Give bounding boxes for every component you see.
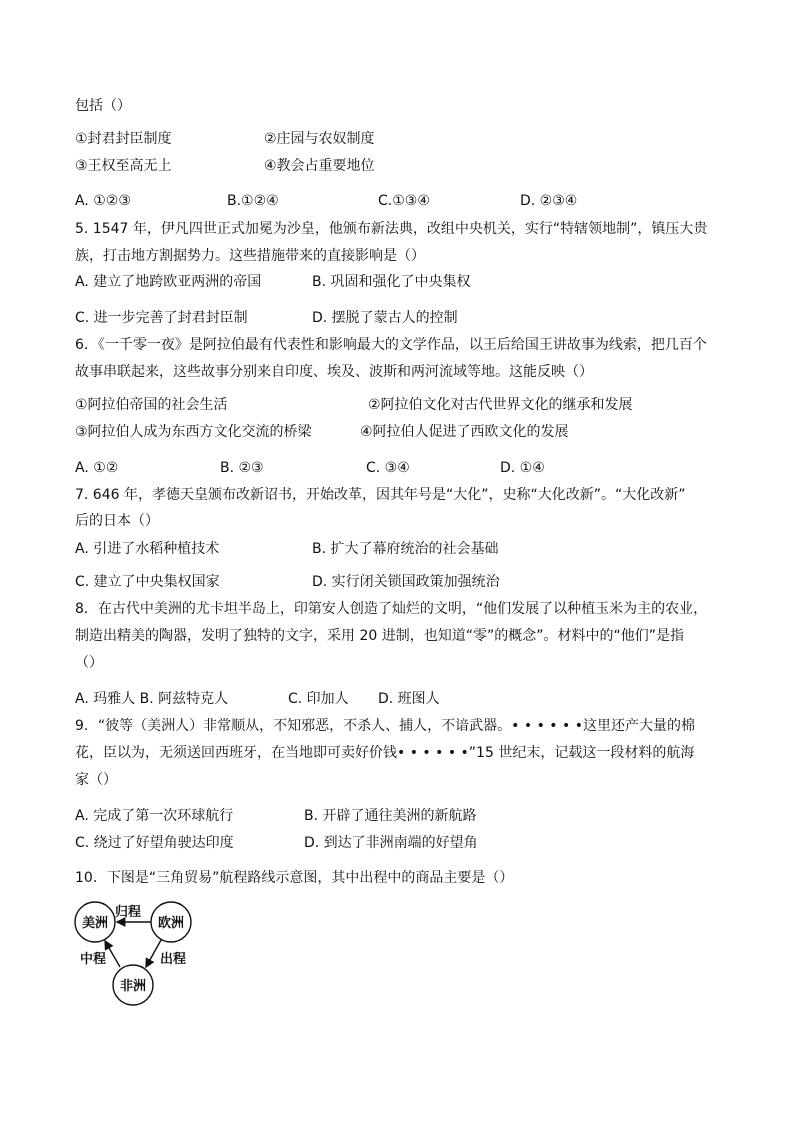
- q5-stem-line-2: 族，打击地方割据势力。这些措施带来的直接影响是（）: [75, 248, 425, 264]
- q8-option-d: D. 班图人: [378, 691, 440, 707]
- edge-outbound-arrow: [146, 940, 161, 967]
- q4-option-c: C.①③④: [378, 193, 430, 209]
- q4-item-2: ②庄园与农奴制度: [264, 131, 375, 147]
- q4-option-d: D. ②③④: [520, 193, 578, 209]
- q6-stem-line-1: 6．《一千零一夜》是阿拉伯最有代表性和影响最大的文学作品，以王后给国王讲故事为线索，把几百个: [75, 337, 707, 353]
- q9-option-c: C. 绕过了好望角驶达印度: [75, 835, 234, 851]
- q9-stem-line-2: 花，臣以为，无须送回西班牙，在当地即可卖好价钱• • • • • •”15 世纪末，记载这一段材料的航海: [75, 745, 695, 761]
- q6-option-d: D. ①④: [500, 460, 545, 476]
- q5-stem-line-1: 5. 1547 年，伊凡四世正式加冕为沙皇，他颁布新法典，改组中央机关，实行“特辖领地制”，镇压大贵: [75, 221, 708, 237]
- edge-outbound-label: 出程: [159, 952, 187, 967]
- q4-item-1: ①封君封臣制度: [75, 131, 172, 147]
- edge-middle-label: 中程: [79, 952, 107, 967]
- q6-item-2: ②阿拉伯文化对古代世界文化的继承和发展: [368, 397, 633, 413]
- triangle-trade-diagram: [68, 895, 198, 1010]
- q8-stem-line-2: 制造出精美的陶器，发明了独特的文字，采用 20 进制，也知道“零”的概念”。材料中的“他们”是指: [75, 628, 684, 644]
- q9-option-a: A. 完成了第一次环球航行: [75, 808, 234, 824]
- q7-option-c: C. 建立了中央集权国家: [75, 574, 220, 590]
- q7-stem-line-1: 7. 646 年，孝德天皇颁布改新诏书，开始改革，因其年号是“大化”，史称“大化改新”。“大化改新”: [75, 487, 686, 503]
- q7-option-a: A. 引进了水稻种植技术: [75, 541, 220, 557]
- edge-return-label: 归程: [114, 905, 142, 920]
- q6-item-4: ④阿拉伯人促进了西欧文化的发展: [360, 424, 569, 440]
- q5-option-d: D. 摆脱了蒙古人的控制: [312, 310, 458, 326]
- q4-option-a: A. ①②③: [75, 193, 131, 209]
- edge-middle-arrow: [105, 941, 120, 967]
- q6-item-3: ③阿拉伯人成为东西方文化交流的桥梁: [75, 424, 312, 440]
- q7-stem-line-2: 后的日本（）: [75, 513, 159, 529]
- q8-stem-line-1: 8．在古代中美洲的尤卡坦半岛上，印第安人创造了灿烂的文明，“他们发展了以种植玉米为主的农业，: [75, 601, 708, 617]
- q6-stem-line-2: 故事串联起来，这些故事分别来自印度、埃及、波斯和两河流域等地。这能反映（）: [75, 364, 593, 380]
- q8-option-c: C. 印加人: [288, 691, 349, 707]
- q4-item-3: ③王权至高无上: [75, 158, 172, 174]
- q7-option-b: B. 扩大了幕府统治的社会基础: [312, 541, 499, 557]
- q8-stem-line-3: （）: [75, 655, 103, 671]
- q5-option-b: B. 巩固和强化了中央集权: [312, 274, 471, 290]
- q9-stem-line-3: 家（）: [75, 772, 117, 788]
- q4-option-b: B.①②④: [227, 193, 279, 209]
- q5-option-a: A. 建立了地跨欧亚两洲的帝国: [75, 274, 262, 290]
- node-europe-label: 欧洲: [157, 916, 185, 931]
- node-americas-label: 美洲: [81, 916, 109, 931]
- q6-option-b: B. ②③: [220, 460, 264, 476]
- q4-item-4: ④教会占重要地位: [264, 158, 375, 174]
- q9-option-d: D. 到达了非洲南端的好望角: [304, 835, 478, 851]
- q6-option-c: C. ③④: [366, 460, 410, 476]
- q6-option-a: A. ①②: [75, 460, 119, 476]
- q7-option-d: D. 实行闭关锁国政策加强统治: [312, 574, 500, 590]
- node-africa-label: 非洲: [119, 979, 147, 994]
- q5-option-c: C. 进一步完善了封君封臣制: [75, 310, 248, 326]
- q4-stem-tail: 包括（）: [75, 98, 131, 114]
- q9-option-b: B. 开辟了通往美洲的新航路: [304, 808, 477, 824]
- q10-stem: 10．下图是“三角贸易”航程路线示意图，其中出程中的商品主要是（）: [75, 870, 514, 886]
- q6-item-1: ①阿拉伯帝国的社会生活: [75, 397, 228, 413]
- q9-stem-line-1: 9．“彼等（美洲人）非常顺从，不知邪恶，不杀人、捕人，不谙武器。• • • • • •这里还产大量的棉: [75, 718, 695, 734]
- q8-option-ab: A. 玛雅人 B. 阿兹特克人: [75, 691, 229, 707]
